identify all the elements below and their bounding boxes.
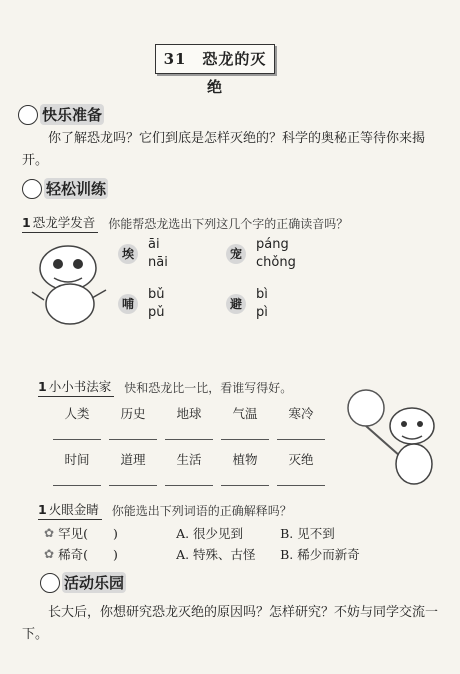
meaning-subheading	[38, 500, 292, 520]
pronunciation-char: 宠	[226, 244, 246, 264]
meaning-word[interactable]: 罕见( )	[58, 526, 118, 541]
writing-blank[interactable]	[165, 438, 213, 440]
prep-text: 你了解恐龙吗？它们到底是怎样灭绝的？科学的奥秘正等待你来揭开。	[22, 131, 426, 168]
flower-bullet-icon: ✿	[44, 547, 55, 561]
meaning-item-1	[44, 524, 444, 542]
writing-blank[interactable]	[221, 484, 269, 486]
word: 灭绝	[288, 452, 314, 467]
writing-blank[interactable]	[277, 438, 325, 440]
activity-text: 长大后，你想研究恐龙灭绝的原因吗？怎样研究？不妨与同学交流一下。	[22, 605, 439, 642]
meaning-label: 1 火眼金睛	[38, 500, 102, 520]
pinyin-option[interactable]: pì	[256, 305, 268, 320]
dinosaur-with-net-illustration	[342, 386, 442, 490]
meaning-option-b[interactable]: B. 稀少而新奇	[280, 547, 360, 562]
lesson-title: 31 恐龙的灭绝	[155, 44, 275, 74]
pinyin-option[interactable]: bǔ	[148, 287, 165, 302]
pronunciation-question: 你能帮恐龙选出下列这几个字的正确读音吗？	[108, 216, 349, 231]
pronunciation-char: 埃	[118, 244, 138, 264]
pinyin-option[interactable]: āi	[148, 237, 160, 252]
word: 人类	[64, 406, 90, 421]
calligraphy-question: 快和恐龙比一比，看谁写得好。	[124, 380, 293, 395]
pronunciation-label: 1 恐龙学发音	[22, 213, 98, 233]
word: 植物	[232, 452, 258, 467]
dinosaur-illustration	[24, 238, 112, 330]
meaning-option-a[interactable]: A. 特殊、古怪	[176, 547, 256, 562]
pinyin-option[interactable]: pǔ	[148, 305, 165, 320]
writing-blank[interactable]	[277, 484, 325, 486]
word: 地球	[176, 406, 202, 421]
activity-heading-text: 活动乐园	[64, 574, 125, 592]
pencil-icon	[18, 105, 38, 125]
word: 道理	[120, 452, 146, 467]
pinyin-option[interactable]: páng	[256, 237, 289, 252]
activity-heading	[40, 572, 126, 593]
writing-blank[interactable]	[53, 438, 101, 440]
pronunciation-subheading	[22, 213, 348, 233]
meaning-question: 你能选出下列词语的正确解释吗？	[111, 503, 292, 518]
writing-blank[interactable]	[53, 484, 101, 486]
pinyin-option[interactable]: bì	[256, 287, 268, 302]
writing-blank[interactable]	[165, 484, 213, 486]
calligraphy-label: 1 小小书法家	[38, 377, 114, 397]
word: 历史	[120, 406, 146, 421]
meaning-option-a[interactable]: A. 很少见到	[176, 526, 244, 541]
practice-heading	[22, 178, 108, 199]
word: 气温	[232, 406, 258, 421]
meaning-option-b[interactable]: B. 见不到	[280, 526, 335, 541]
practice-heading-text: 轻松训练	[46, 180, 107, 198]
pronunciation-char: 哺	[118, 294, 138, 314]
word: 时间	[64, 452, 90, 467]
meaning-word[interactable]: 稀奇( )	[58, 547, 118, 562]
flower-bullet-icon: ✿	[44, 526, 55, 540]
pronunciation-char: 避	[226, 294, 246, 314]
writing-blank[interactable]	[221, 438, 269, 440]
prep-heading	[18, 104, 104, 125]
word: 寒冷	[288, 406, 314, 421]
word: 生活	[176, 452, 202, 467]
writing-blank[interactable]	[109, 438, 157, 440]
calligraphy-subheading	[38, 377, 292, 397]
pinyin-option[interactable]: chǒng	[256, 255, 296, 270]
bear-icon	[40, 573, 60, 593]
meaning-item-2	[44, 545, 444, 563]
writing-blank[interactable]	[109, 484, 157, 486]
pinyin-option[interactable]: nāi	[148, 255, 168, 270]
prep-heading-text: 快乐准备	[42, 106, 103, 124]
runner-icon	[22, 179, 42, 199]
